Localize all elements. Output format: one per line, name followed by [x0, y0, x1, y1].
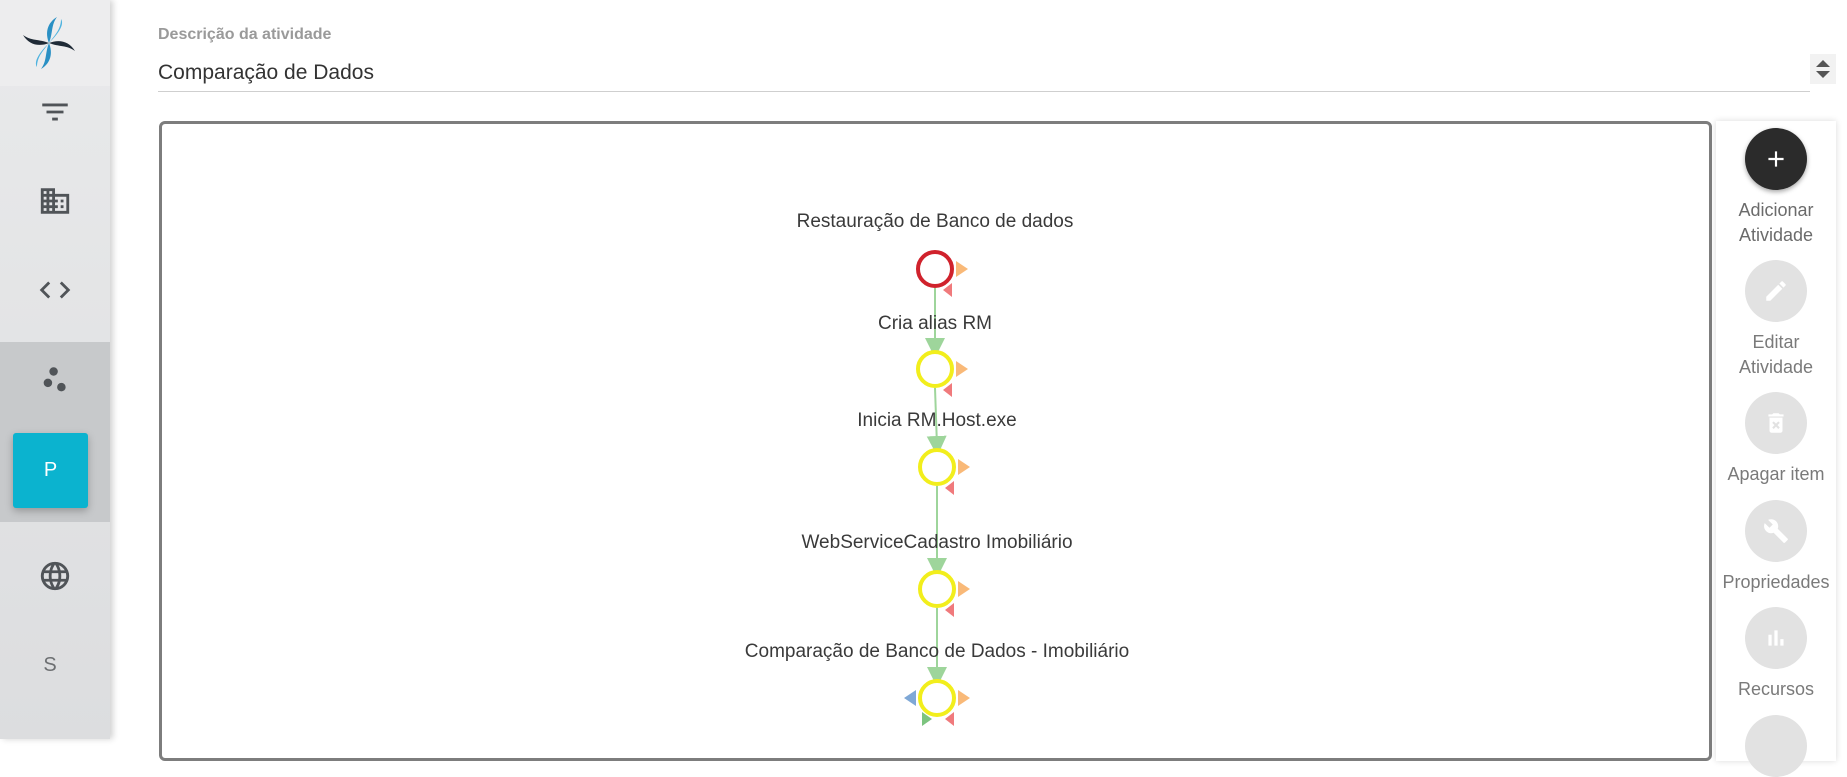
output-port-icon[interactable]: [956, 261, 968, 277]
filter-icon: [38, 95, 72, 129]
workflow-canvas[interactable]: [159, 121, 1712, 761]
scatter-dots-icon: [38, 363, 72, 397]
building-icon: [38, 184, 72, 218]
node-label: Inicia RM.Host.exe: [857, 410, 1017, 431]
resources-circle[interactable]: [1745, 607, 1807, 669]
resources-button[interactable]: [1716, 607, 1836, 702]
output-port-icon[interactable]: [958, 690, 970, 706]
edit-activity-circle[interactable]: [1745, 260, 1807, 322]
plus-icon: [1763, 146, 1789, 172]
bar-chart-icon: [1763, 625, 1789, 651]
properties-circle[interactable]: [1745, 500, 1807, 562]
properties-label: Propriedades: [1722, 572, 1830, 592]
workflow-node[interactable]: [801, 532, 1072, 617]
node-status-circle[interactable]: [918, 252, 952, 286]
node-label: Restauração de Banco de dados: [796, 211, 1074, 232]
workflow-node[interactable]: [745, 641, 1129, 726]
edit-activity-button[interactable]: [1716, 260, 1836, 380]
trash-icon: [1763, 410, 1789, 436]
properties-button[interactable]: [1716, 500, 1836, 595]
more-circle[interactable]: [1745, 715, 1807, 777]
description-resize-handle[interactable]: [1810, 54, 1836, 84]
chevron-up-icon: [1816, 60, 1830, 67]
wrench-icon: [1763, 518, 1789, 544]
add-activity-circle[interactable]: [1745, 128, 1807, 190]
s-button[interactable]: S: [43, 653, 57, 676]
workflow-graph[interactable]: [162, 124, 1709, 764]
description-input[interactable]: [158, 55, 1810, 92]
chevron-down-icon: [1816, 71, 1830, 78]
node-status-circle[interactable]: [918, 352, 952, 386]
pencil-icon: [1763, 278, 1789, 304]
filter-button[interactable]: [0, 68, 110, 156]
node-label: Cria alias RM: [877, 313, 993, 334]
node-label: WebServiceCadastro Imobiliário: [801, 532, 1073, 553]
node-status-circle[interactable]: [920, 681, 954, 715]
resources-label: Recursos: [1737, 679, 1815, 699]
node-label: Comparação de Banco de Dados - Imobiliário: [744, 641, 1130, 662]
projects-button[interactable]: P: [13, 433, 88, 508]
code-icon: [38, 273, 72, 307]
add-activity-button[interactable]: [1716, 128, 1836, 248]
sidebar: [0, 0, 110, 739]
workflow-node[interactable]: [797, 211, 1074, 297]
edit-activity-label: Editar Atividade: [1738, 332, 1814, 377]
globe-icon: [38, 559, 72, 593]
add-activity-label: Adicionar Atividade: [1738, 200, 1814, 245]
workflow-button[interactable]: [0, 336, 110, 424]
output-port-icon[interactable]: [958, 459, 970, 475]
description-label: Descrição da atividade: [158, 26, 332, 43]
code-button[interactable]: [0, 246, 110, 334]
workflow-node[interactable]: [878, 313, 992, 397]
output-port-icon[interactable]: [956, 361, 968, 377]
output-port-icon[interactable]: [958, 581, 970, 597]
logo-icon: [19, 13, 79, 73]
workflow-node[interactable]: [857, 410, 1016, 495]
node-status-circle[interactable]: [920, 450, 954, 484]
node-status-circle[interactable]: [920, 572, 954, 606]
building-button[interactable]: [0, 157, 110, 245]
globe-button[interactable]: [0, 532, 110, 620]
left-port-icon[interactable]: [904, 690, 916, 706]
action-toolbar: [1716, 121, 1836, 761]
delete-item-circle[interactable]: [1745, 392, 1807, 454]
more-button[interactable]: [1716, 715, 1836, 777]
delete-item-label: Apagar item: [1727, 464, 1825, 484]
delete-item-button[interactable]: [1716, 392, 1836, 487]
